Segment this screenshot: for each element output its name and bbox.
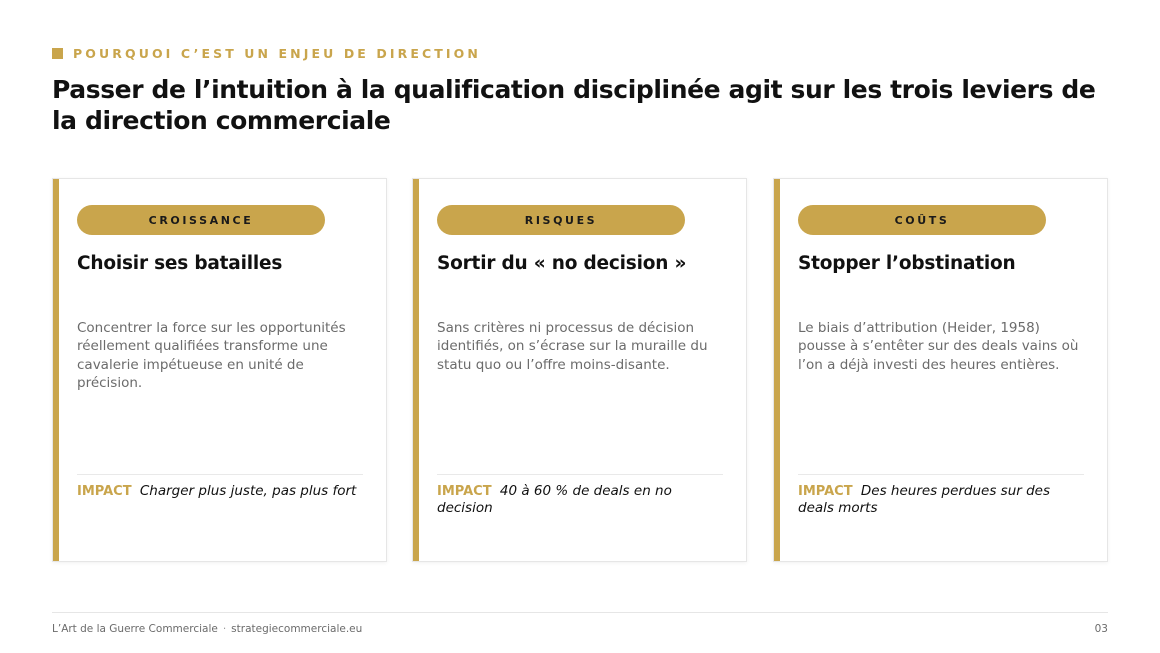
eyebrow-text: POURQUOI C’EST UN ENJEU DE DIRECTION bbox=[73, 46, 481, 61]
impact-value: Charger plus juste, pas plus fort bbox=[139, 483, 357, 499]
footer-credits bbox=[52, 623, 362, 635]
card-accent-bar bbox=[53, 179, 59, 561]
card-impact bbox=[798, 483, 1088, 516]
card-accent-bar bbox=[413, 179, 419, 561]
card-body: Le biais d’attribution (Heider, 1958) pousse à s’entêter sur des deals vains où l’on a déjà investi des heures entières. bbox=[798, 320, 1079, 373]
impact-label: IMPACT bbox=[437, 484, 492, 499]
card-body: Concentrer la force sur les opportunités réellement qualifiées transforme une cavalerie impétueuse en unité de précision. bbox=[77, 320, 346, 391]
footer-brand: L’Art de la Guerre Commerciale bbox=[52, 623, 218, 635]
page-number: 03 bbox=[1094, 623, 1108, 635]
card-heading: Choisir ses batailles bbox=[77, 253, 283, 274]
card-heading: Stopper l’obstination bbox=[798, 253, 1016, 274]
page-title: Passer de l’intuition à la qualification disciplinée agit sur les trois leviers de la direction commerciale bbox=[52, 75, 1096, 135]
impact-label: IMPACT bbox=[77, 484, 132, 499]
section-eyebrow bbox=[52, 46, 481, 61]
card-impact bbox=[437, 483, 727, 516]
footer-site: strategiecommerciale.eu bbox=[231, 623, 363, 635]
card-body: Sans critères ni processus de décision identifiés, on s’écrase sur la muraille du statu quo ou l’offre moins-disante. bbox=[437, 320, 708, 373]
impact-value: Des heures perdues sur des deals morts bbox=[798, 483, 1051, 516]
card-impact bbox=[77, 483, 367, 500]
card-heading: Sortir du « no decision » bbox=[437, 253, 687, 274]
card-accent-bar bbox=[774, 179, 780, 561]
card-tag: CROISSANCE bbox=[77, 205, 325, 235]
card-divider bbox=[798, 474, 1084, 475]
card-tag: COÛTS bbox=[798, 205, 1046, 235]
footer-divider bbox=[52, 612, 1108, 613]
impact-value: 40 à 60 % de deals en no decision bbox=[437, 483, 672, 516]
card-divider bbox=[437, 474, 723, 475]
card-couts bbox=[773, 178, 1108, 562]
card-risques bbox=[412, 178, 747, 562]
impact-label: IMPACT bbox=[798, 484, 853, 499]
eyebrow-square-icon bbox=[52, 48, 63, 59]
card-tag: RISQUES bbox=[437, 205, 685, 235]
footer-separator: · bbox=[222, 623, 227, 635]
card-divider bbox=[77, 474, 363, 475]
card-croissance bbox=[52, 178, 387, 562]
